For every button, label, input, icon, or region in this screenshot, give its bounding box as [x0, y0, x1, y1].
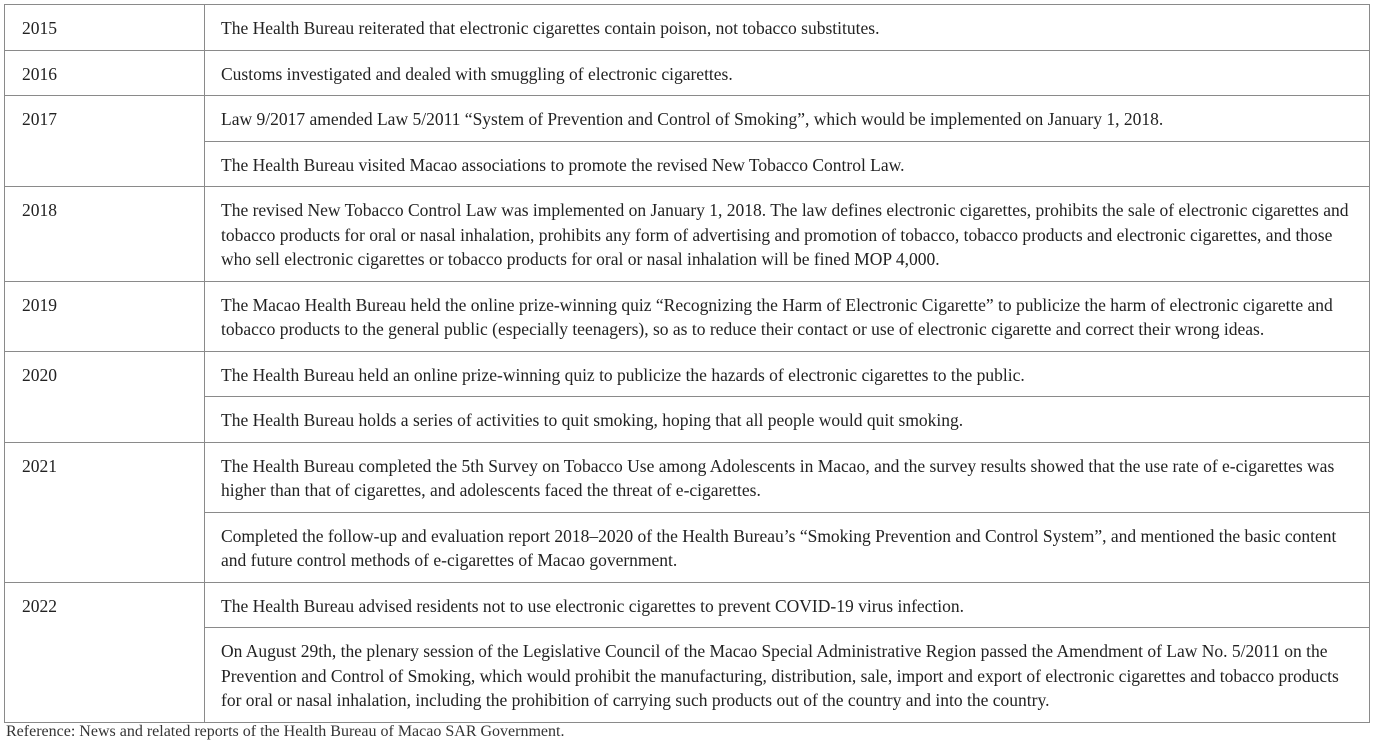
timeline-table	[4, 4, 1370, 723]
events-cell	[205, 50, 1370, 96]
table-row	[5, 96, 1370, 187]
table-row	[5, 281, 1370, 351]
event-text: The Health Bureau completed the 5th Survey on Tobacco Use among Adolescents in Macao, and the survey results showed that the use rate of e-cigarettes was higher than that of cigarettes, and adolescents faced the threat of e-cigarettes.	[221, 455, 1335, 500]
event-text: Law 9/2017 amended Law 5/2011 “System of Prevention and Control of Smoking”, which would be implemented on January 1, 2018.	[221, 109, 1164, 129]
table-row	[5, 582, 1370, 722]
table-row	[5, 351, 1370, 442]
event-text: On August 29th, the plenary session of the Legislative Council of the Macao Special Administrative Region passed the Amendment of Law No. 5/2011 on the Prevention and Control of Smoking, which would prohibit the manufacturing, distribution, sale, import and export of electronic cigarettes and tobacco products for oral or nasal inhalation, including the prohibition of carrying such products out of the country and into the country.	[205, 627, 1369, 722]
table-row	[5, 187, 1370, 282]
event-text: The Health Bureau held an online prize-winning quiz to publicize the hazards of electronic cigarettes to the public.	[221, 364, 1025, 385]
year-cell: 2017	[5, 96, 205, 187]
events-cell	[205, 442, 1370, 582]
table-row	[5, 5, 1370, 51]
year-cell: 2020	[5, 351, 205, 442]
event-text: Customs investigated and dealed with smuggling of electronic cigarettes.	[221, 63, 733, 84]
event-text: The Macao Health Bureau held the online prize-winning quiz “Recognizing the Harm of Electronic Cigarette” to publicize the harm of electronic cigarette and tobacco products to the general public (especially teenagers), so as to reduce their contact or use of electronic cigarette and correct their wrong ideas.	[221, 294, 1333, 339]
event-text: The revised New Tobacco Control Law was implemented on January 1, 2018. The law defines electronic cigarettes, prohibits the sale of electronic cigarettes and tobacco products for oral or nasal inhalation, prohibits any form of advertising and promotion of tobacco, tobacco products and electronic cigarettes, and those who sell electronic cigarettes or tobacco products for oral or nasal inhalation will be fined MOP 4,000.	[221, 200, 1349, 269]
events-cell	[205, 96, 1370, 187]
reference-note: Reference: News and related reports of the Health Bureau of Macao SAR Government.	[6, 723, 565, 740]
event-text: The Health Bureau visited Macao associations to promote the revised New Tobacco Control Law.	[205, 141, 1369, 187]
year-cell: 2018	[5, 187, 205, 282]
table-row	[5, 50, 1370, 96]
event-text: Completed the follow-up and evaluation report 2018–2020 of the Health Bureau’s “Smoking Prevention and Control System”, and mentioned the basic content and future control methods of e-cigarettes of Macao government.	[205, 512, 1369, 582]
year-cell: 2015	[5, 5, 205, 51]
year-cell: 2019	[5, 281, 205, 351]
year-cell: 2016	[5, 50, 205, 96]
event-text: The Health Bureau reiterated that electronic cigarettes contain poison, not tobacco substitutes.	[221, 18, 880, 38]
year-cell: 2021	[5, 442, 205, 582]
events-cell	[205, 582, 1370, 722]
event-text: The Health Bureau holds a series of activities to quit smoking, hoping that all people would quit smoking.	[205, 396, 1369, 442]
events-cell	[205, 281, 1370, 351]
events-cell	[205, 187, 1370, 282]
timeline-body	[5, 5, 1370, 723]
table-row	[5, 442, 1370, 582]
event-text: The Health Bureau advised residents not to use electronic cigarettes to prevent COVID-19 virus infection.	[221, 595, 965, 616]
year-cell: 2022	[5, 582, 205, 722]
events-cell	[205, 5, 1370, 51]
events-cell	[205, 351, 1370, 442]
